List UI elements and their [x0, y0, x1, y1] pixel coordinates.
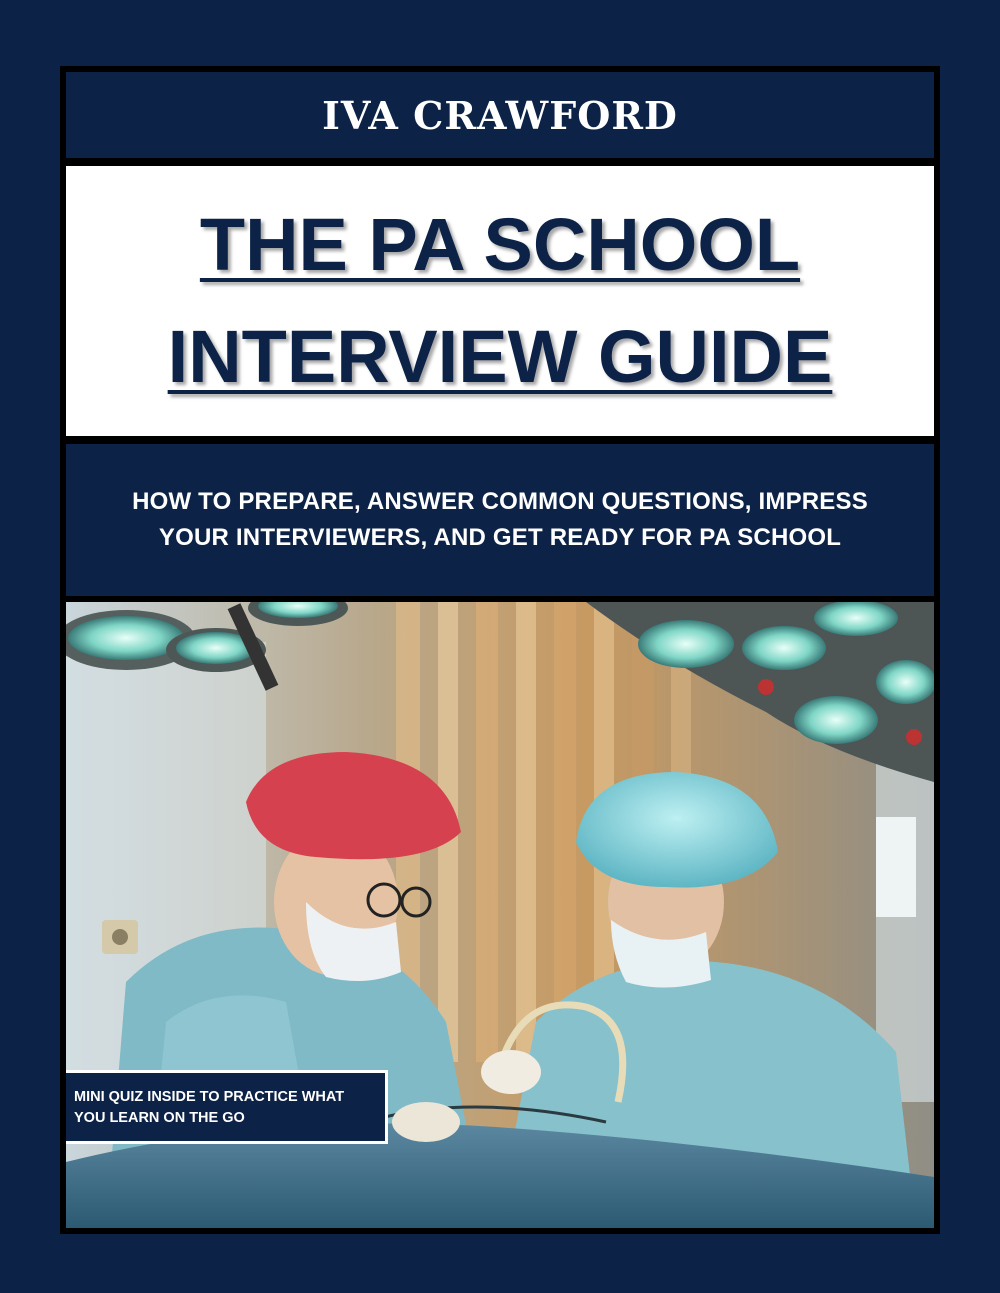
- title-box: [66, 166, 934, 436]
- subtitle-line-1: HOW TO PREPARE, ANSWER COMMON QUESTIONS, IMPRESS: [132, 488, 868, 515]
- subtitle-line-2: YOUR INTERVIEWERS, AND GET READY FOR PA SCHOOL: [158, 524, 842, 551]
- gloved-hand: [481, 1050, 541, 1094]
- subtitle-bar: [66, 444, 934, 596]
- mini-quiz-badge: [66, 1070, 388, 1144]
- badge-line-1: MINI QUIZ INSIDE TO PRACTICE WHAT: [74, 1089, 345, 1105]
- author-bar: [66, 72, 934, 158]
- author-name: IVA CRAWFORD: [322, 92, 678, 138]
- book-title-line-1: THE PA SCHOOL: [199, 203, 801, 286]
- badge-line-2: YOU LEARN ON THE GO: [74, 1110, 245, 1127]
- book-title-line-2: INTERVIEW GUIDE: [167, 315, 833, 398]
